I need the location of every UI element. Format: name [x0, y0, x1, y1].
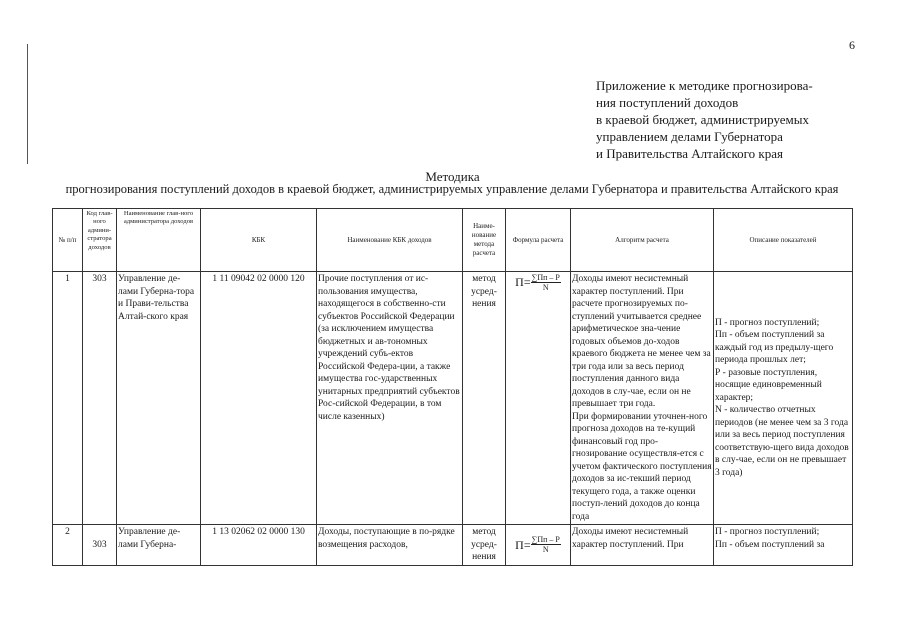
header-method: Наиме-нование метода расчета — [463, 209, 506, 272]
description-line: Пп - объем поступлений за — [715, 539, 825, 550]
header-description: Описание показателей — [714, 209, 853, 272]
formula-denominator: N — [542, 545, 549, 555]
kbk-name: Доходы, поступающие в по-рядке возмещения расходов, — [317, 525, 463, 566]
admin-name: Управление де-лами Губерна- — [117, 525, 201, 566]
algorithm-paragraph: Доходы имеют несистемный характер поступлений. При — [572, 527, 689, 550]
kbk-code: 1 13 02062 02 0000 130 — [201, 525, 317, 566]
header-formula: Формула расчета — [506, 209, 571, 272]
formula-numerator: ∑Пп – Р — [531, 273, 560, 282]
header-kbk-name: Наименование КБК доходов — [317, 209, 463, 272]
admin-name: Управление де-лами Губерна-тора и Прави-тельства Алтай-ского края — [117, 272, 201, 525]
header-num: № п/п — [53, 209, 83, 272]
appendix-line: Приложение к методике прогнозирова- — [596, 78, 813, 93]
header-admin-name: Наименование глав-ного администратора доходов — [117, 209, 201, 272]
admin-code: 303 — [83, 525, 117, 566]
formula-left: П= — [515, 275, 531, 290]
appendix-line: управлением делами Губернатора — [596, 129, 783, 144]
formula-cell — [506, 525, 571, 566]
document-subtitle: прогнозирования поступлений доходов в краевой бюджет, администрируемых управление делами Губернатора и правительства Алтайского края — [65, 182, 839, 196]
header-algorithm: Алгоритм расчета — [571, 209, 714, 272]
header-kbk: КБК — [201, 209, 317, 272]
row-number: 1 — [53, 272, 83, 525]
appendix-block — [596, 77, 886, 162]
formula-fraction — [531, 535, 561, 554]
formula-numerator: ∑Пп – Р — [531, 535, 560, 545]
appendix-line: и Правительства Алтайского края — [596, 146, 783, 161]
appendix-line: в краевой бюджет, администрируемых — [596, 112, 810, 127]
formula-fraction — [531, 273, 561, 292]
algorithm-cell — [571, 525, 714, 566]
table-row — [53, 525, 853, 566]
formula — [515, 535, 561, 554]
description-cell — [714, 525, 853, 566]
appendix-line: ния поступлений доходов — [596, 95, 739, 110]
formula-cell — [506, 272, 571, 525]
admin-code: 303 — [83, 272, 117, 525]
page-number: 6 — [849, 38, 855, 52]
document-title: Методика — [425, 169, 480, 184]
methodology-table — [52, 208, 853, 566]
description-line: Пп - объем поступлений за каждый год из предылу-щего периода прошлых лет; — [715, 330, 834, 366]
kbk-name: Прочие поступления от ис-пользования имущества, находящегося в собственно-сти субъектов Российской Федерации (за исключением имущества бюджетных и ав-тономных учреждений субъ-ектов Российской Федера-ции, а также имущества гос-ударственных унитарных предприятий субъектов Рос-сийской Федерации, в том числе казенных) — [317, 272, 463, 525]
formula — [515, 273, 561, 292]
table-header-row — [53, 209, 853, 272]
kbk-code: 1 11 09042 02 0000 120 — [201, 272, 317, 525]
description-line: N - количество отчетных периодов (не менее чем за 3 года или за весь период поступления соответствую-щего вида доходов в слу-чае, если он не превышает 3 года) — [715, 405, 849, 478]
header-admin-code: Код глав-ного админи-стратора доходов — [83, 209, 117, 272]
algorithm-cell — [571, 272, 714, 525]
table-row — [53, 272, 853, 525]
method-name: метод усред-нения — [463, 272, 506, 525]
row-number: 2 — [53, 525, 83, 566]
algorithm-paragraph: Доходы имеют несистемный характер поступлений. При расчете прогнозируемых по-ступлений учитывается среднее арифметическое зна-чение годовых объемов до-ходов краевого бюджета не менее чем за три года или за весь период поступления данного вида доходов в слу-чае, если он не превышает три года. — [572, 274, 711, 409]
description-cell — [714, 272, 853, 525]
description-line: П - прогноз поступлений; — [715, 527, 820, 537]
description-line: П - прогноз поступлений; — [715, 317, 820, 328]
method-name: метод усред-нения — [463, 525, 506, 566]
formula-denominator: N — [542, 283, 549, 292]
description-line: Р - разовые поступления, носящие единовременный характер; — [715, 367, 822, 403]
margin-line — [27, 44, 28, 164]
algorithm-paragraph: При формировании уточнен-ного прогноза доходов на те-кущий финансовый год про-гнозирование осуществля-ется с учетом фактического поступления доходов за ис-текший период текущего года, а также оценки поступ-лений доходов до конца года — [572, 411, 712, 522]
formula-left: П= — [515, 537, 531, 552]
